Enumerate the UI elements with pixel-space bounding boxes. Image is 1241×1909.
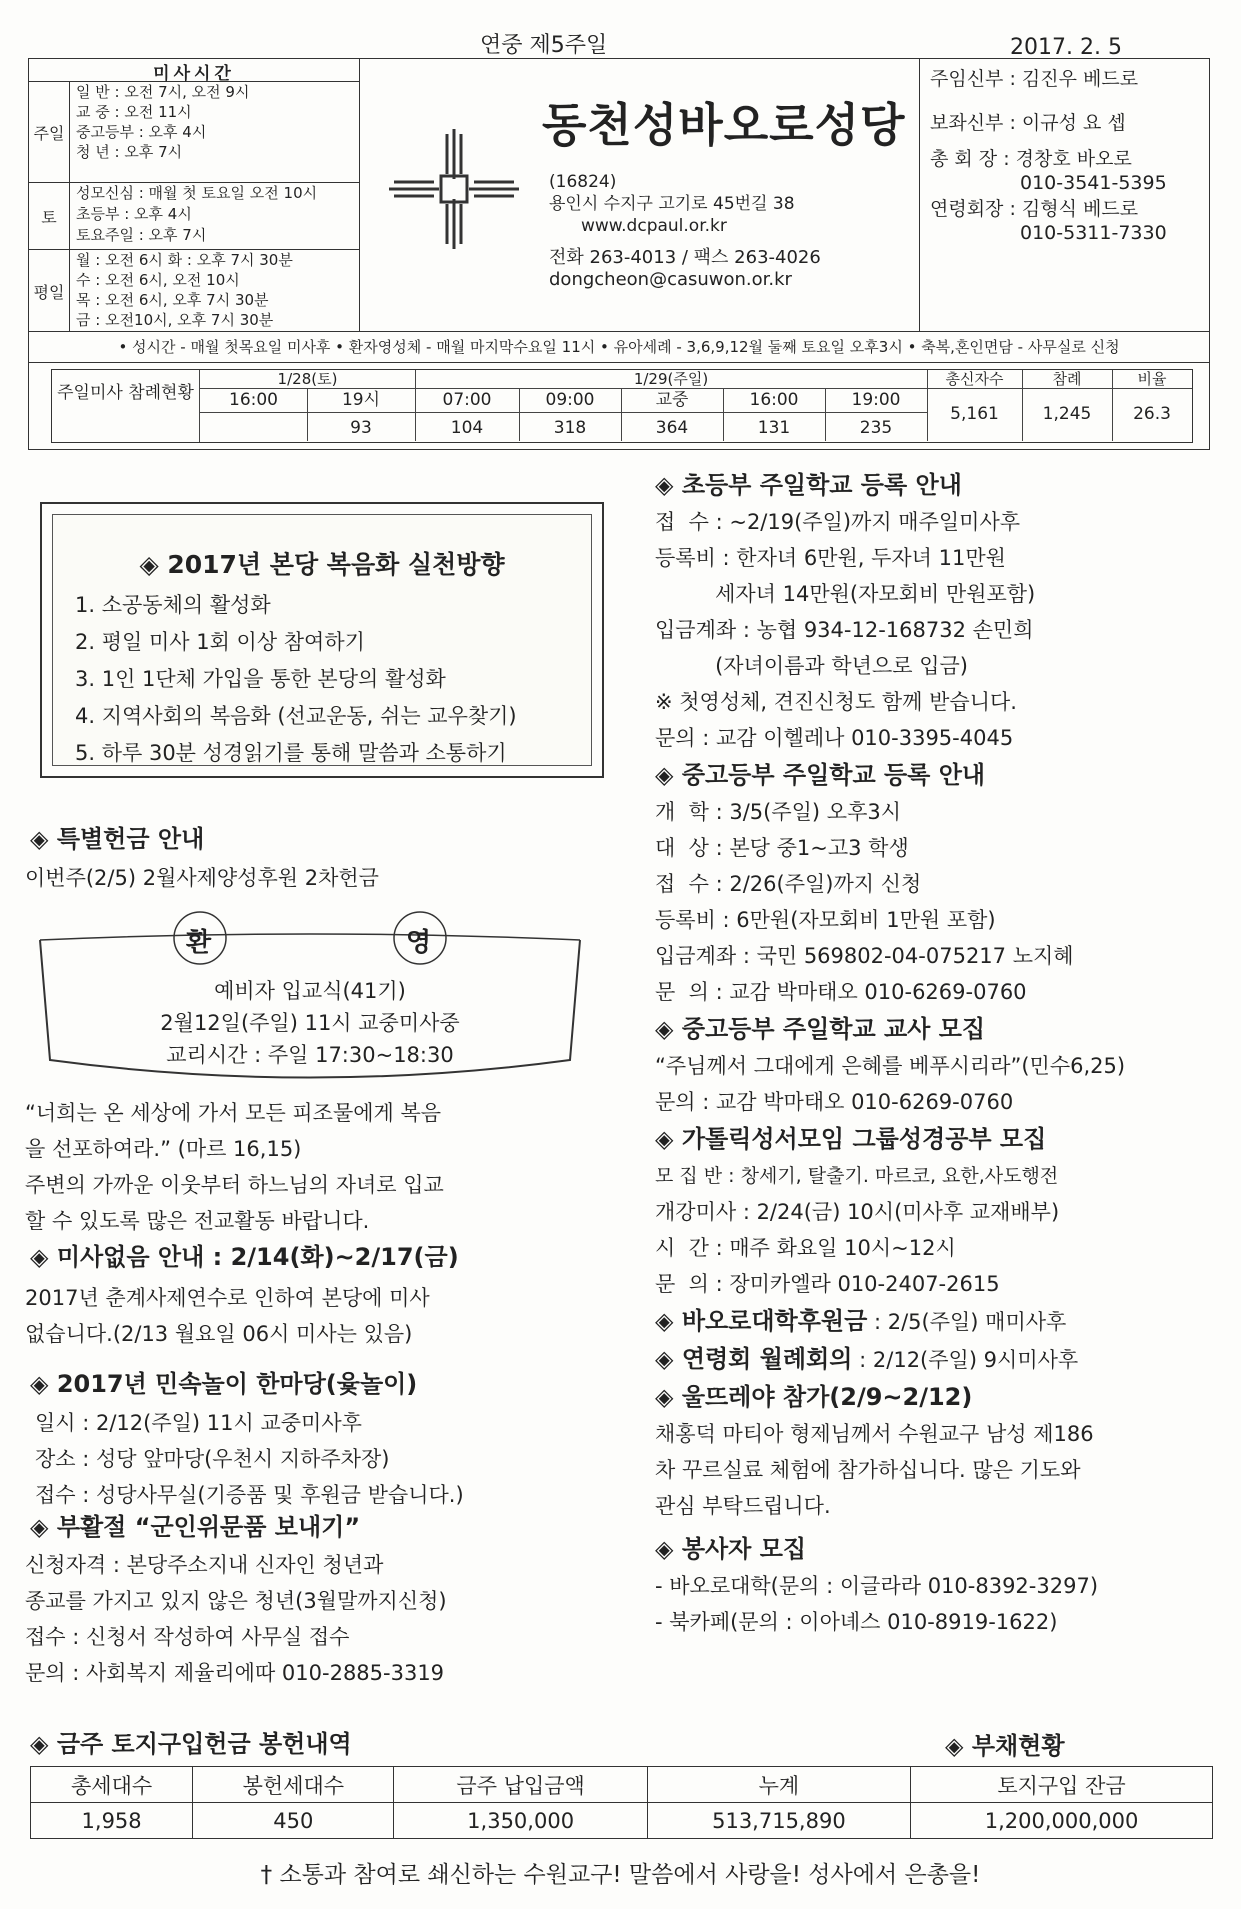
staff-role-name: [930, 111, 1126, 135]
ulteria-line: 채홍덕 마티아 형제님께서 수원교구 남성 제186: [655, 1422, 1094, 1446]
staff-name: 김형식 베드로: [1021, 198, 1139, 220]
church-contact: [549, 171, 821, 291]
volunteer-title: ◈ 봉사자 모집: [655, 1535, 807, 1563]
right-section-line: ※ 첫영성체, 견진신청도 함께 받습니다.: [655, 690, 1017, 714]
gospel-item: 3. 1인 1단체 가입을 통한 본당의 활성화: [75, 667, 446, 691]
attendance-time: 16:00: [723, 388, 826, 413]
short-item-detail: : 2/12(주일) 9시미사후: [852, 1348, 1079, 1372]
short-item-title: ◈ 연령회 월례회의: [655, 1345, 853, 1373]
attendance-label: 주일미사 참례현황: [52, 370, 200, 442]
mass-schedule: [29, 59, 360, 331]
right-section-line: 대 상 : 본당 중1~고3 학생: [655, 836, 909, 860]
gospel-item: 4. 지역사회의 복음화 (선교운동, 쉬는 교우찾기): [75, 704, 517, 728]
right-section-line: 문의 : 교감 이헬레나 010-3395-4045: [655, 726, 1014, 750]
staff-entry: [930, 111, 1126, 135]
mass-group: [29, 82, 359, 183]
mass-group: [29, 250, 359, 332]
land-value-cell: 1,350,000: [394, 1803, 647, 1839]
mass-item: 중고등부 : 오후 4시: [76, 123, 207, 141]
staff-name: 김진우 베드로: [1021, 68, 1139, 90]
right-section-line: 접 수 : 2/26(주일)까지 신청: [655, 872, 922, 896]
attendance-total-value: 5,161: [927, 388, 1023, 441]
mass-item: 일 반 : 오전 7시, 오전 9시: [76, 83, 250, 101]
right-section-line: 입금계좌 : 국민 569802-04-075217 노지혜: [655, 944, 1074, 968]
mass-item: 수 : 오전 6시, 오전 10시: [76, 271, 240, 289]
mass-item: 교 중 : 오전 11시: [76, 103, 192, 121]
info-box: [28, 58, 1210, 450]
soldier-title: ◈ 부활절 “군인위문품 보내기”: [30, 1513, 361, 1541]
land-header-cell: 토지구입 잔금: [911, 1767, 1213, 1803]
volunteer-line: - 바오로대학(문의 : 이글라라 010-8392-3297): [655, 1574, 1099, 1598]
gospel-item: 2. 평일 미사 1회 이상 참여하기: [75, 630, 365, 654]
debt-title: ◈ 부채현황: [945, 1732, 1065, 1760]
land-value-cell: 450: [193, 1803, 394, 1839]
right-section-title: ◈ 중고등부 주일학교 등록 안내: [655, 761, 986, 789]
ulteria-title: ◈ 울뜨레야 참가(2/9~2/12): [655, 1383, 973, 1411]
land-value-cell: 513,715,890: [647, 1803, 910, 1839]
gospel-item: 5. 하루 30분 성경읽기를 통해 말씀과 소통하기: [75, 741, 507, 765]
attendance-count: 235: [825, 412, 928, 441]
mass-item: 청 년 : 오후 7시: [76, 143, 183, 161]
attendance-total-header: 비율: [1112, 370, 1192, 389]
short-item: [655, 1302, 1225, 1340]
special-offering-title: ◈ 특별헌금 안내: [30, 825, 205, 853]
staff-entry: [930, 147, 1167, 195]
postal-code: (16824): [549, 172, 617, 192]
text-line: 을 선포하여라.” (마르 16,15): [25, 1137, 302, 1161]
staff-list: [919, 59, 1210, 331]
banner-right-char: 영: [406, 928, 432, 958]
mass-item: 월 : 오전 6시 화 : 오후 7시 30분: [76, 251, 293, 269]
mass-group-label: 평일: [29, 250, 70, 332]
right-section-line: 시 간 : 매주 화요일 10시~12시: [655, 1236, 956, 1260]
mass-group: [29, 183, 359, 250]
text-line: 종교를 가지고 있지 않은 청년(3월말까지신청): [25, 1589, 447, 1613]
attendance-time: 07:00: [415, 388, 520, 413]
gospel-title: ◈ 2017년 본당 복음화 실천방향: [139, 550, 505, 579]
staff-sep: :: [1003, 198, 1022, 220]
staff-role: 연령회장: [930, 198, 1004, 220]
attendance-time: 교중: [621, 388, 724, 413]
right-section-line: 문 의 : 교감 박마태오 010-6269-0760: [655, 980, 1027, 1004]
mass-item: 금 : 오전10시, 오후 7시 30분: [76, 311, 274, 329]
attendance-time: 16:00: [200, 388, 308, 413]
mass-group-items: [70, 183, 317, 249]
attendance-total-value: 26.3: [1133, 404, 1171, 424]
staff-phone: 010-5311-7330: [1020, 222, 1167, 244]
attendance-count: 104: [415, 412, 520, 441]
text-line: 문의 : 사회복지 제율리에따 010-2885-3319: [25, 1661, 445, 1685]
banner-left-char: 환: [186, 928, 212, 958]
staff-entry: [930, 197, 1167, 245]
attendance-count: 364: [621, 412, 724, 441]
text-line: “너희는 온 세상에 가서 모든 피조물에게 복음: [25, 1101, 442, 1125]
saturday-label: 1/28(토): [200, 370, 416, 389]
right-section-line: 모 집 반 : 창세기, 탈출기. 마르코, 요한,사도행전: [655, 1165, 1059, 1187]
ulteria-line: 차 꾸르실료 체험에 참가하십니다. 많은 기도와: [655, 1458, 1081, 1482]
right-section-line: 문의 : 교감 박마태오 010-6269-0760: [655, 1090, 1014, 1114]
staff-sep: :: [1003, 112, 1022, 134]
right-section-title: ◈ 가톨릭성서모임 그룹성경공부 모집: [655, 1125, 1047, 1153]
mass-schedule-title: 미사시간: [29, 59, 359, 82]
attendance-total-header: 참례: [1022, 370, 1113, 389]
staff-name: 경창호 바오로: [1015, 148, 1132, 170]
text-line: 할 수 있도록 많은 전교활동 바랍니다.: [25, 1209, 370, 1233]
welcome-line: 2월12일(주일) 11시 교중미사중: [160, 1011, 460, 1035]
staff-sep: :: [997, 148, 1016, 170]
short-item-title: ◈ 바오로대학후원금: [655, 1307, 868, 1335]
right-section-line: 세자녀 14만원(자모회비 만원포함): [655, 582, 1036, 606]
church-name: 동천성바오로성당: [542, 98, 906, 152]
text-line: 장소 : 성당 앞마당(우천시 지하주차장): [35, 1447, 390, 1471]
land-header-cell: 누계: [647, 1767, 910, 1803]
gospel-box: [40, 502, 604, 778]
short-item-detail: : 2/5(주일) 매미사후: [867, 1310, 1067, 1334]
attendance-time: 19시: [307, 388, 416, 413]
attendance-time: 09:00: [519, 388, 622, 413]
phone-fax: 전화 263-4013 / 팩스 263-4026: [549, 247, 821, 268]
mass-item: 성모신심 : 매월 첫 토요일 오전 10시: [76, 184, 318, 202]
land-header-cell: 총세대수: [31, 1767, 193, 1803]
attendance-count: [200, 412, 308, 441]
land-header-cell: 봉헌세대수: [193, 1767, 394, 1803]
staff-role: 주임신부: [930, 68, 1004, 90]
text-line: 일시 : 2/12(주일) 11시 교중미사후: [35, 1411, 362, 1435]
no-mass-title: ◈ 미사없음 안내 : 2/14(화)~2/17(금): [30, 1243, 459, 1271]
volunteer-line: - 북카페(문의 : 이아녜스 010-8919-1622): [655, 1610, 1058, 1634]
right-section-title: ◈ 초등부 주일학교 등록 안내: [655, 471, 962, 499]
staff-role-name: [930, 147, 1167, 171]
staff-role-name: [930, 67, 1138, 91]
sunday-label: 1/29(주일): [415, 370, 928, 389]
right-section-line: 입금계좌 : 농협 934-12-168732 손민희: [655, 618, 1034, 642]
mass-group-label: 주일: [29, 82, 70, 182]
attendance-count: 131: [723, 412, 826, 441]
special-offering-text: 이번주(2/5) 2월사제양성후원 2차헌금: [25, 866, 379, 890]
staff-role: 보좌신부: [930, 112, 1004, 134]
attendance-count: 318: [519, 412, 622, 441]
text-line: 주변의 가까운 이웃부터 하느님의 자녀로 입교: [25, 1173, 444, 1197]
right-section-line: 개강미사 : 2/24(금) 10시(미사후 교재배부): [655, 1200, 1060, 1224]
mass-item: 초등부 : 오후 4시: [76, 205, 192, 223]
website-link[interactable]: www.dcpaul.or.kr: [581, 216, 727, 236]
ulteria-line: 관심 부탁드립니다.: [655, 1494, 831, 1518]
staff-entry: [930, 67, 1138, 91]
attendance-count: 93: [307, 412, 416, 441]
right-section-line: (자녀이름과 학년으로 입금): [655, 654, 968, 678]
folk-title: ◈ 2017년 민속놀이 한마당(윷놀이): [30, 1370, 418, 1398]
address: 용인시 수지구 고기로 45번길 38: [549, 194, 795, 214]
welcome-banner: [20, 910, 600, 1090]
gospel-item: 1. 소공동체의 활성화: [75, 593, 271, 617]
footer-slogan: † 소통과 참여로 쇄신하는 수원교구! 말씀에서 사랑을! 성사에서 은총을!: [260, 1862, 981, 1888]
right-section-line: 접 수 : ~2/19(주일)까지 매주일미사후: [655, 510, 1021, 534]
text-line: 신청자격 : 본당주소지내 신자인 청년과: [25, 1553, 384, 1577]
land-header-cell: 금주 납입금액: [394, 1767, 647, 1803]
attendance-time: 19:00: [825, 388, 928, 413]
week-label: 연중 제5주일: [480, 33, 608, 58]
right-section-line: 등록비 : 한자녀 6만원, 두자녀 11만원: [655, 546, 1006, 570]
text-line: 2017년 춘계사제연수로 인하여 본당에 미사: [25, 1286, 430, 1310]
mass-item: 목 : 오전 6시, 오후 7시 30분: [76, 291, 269, 309]
email[interactable]: dongcheon@casuwon.or.kr: [549, 269, 792, 290]
mass-group-items: [70, 82, 249, 182]
mass-group-items: [70, 250, 293, 332]
mass-group-label: 토: [29, 183, 70, 249]
mass-item: 토요주일 : 오후 7시: [76, 226, 207, 244]
land-value-cell: 1,200,000,000: [911, 1803, 1213, 1839]
text-line: 접수 : 성당사무실(기증품 및 후원금 받습니다.): [35, 1483, 464, 1507]
right-section-line: 문 의 : 장미카엘라 010-2407-2615: [655, 1272, 1000, 1296]
attendance-table: [51, 369, 1193, 443]
staff-sep: :: [1003, 68, 1022, 90]
staff-role-name: [930, 197, 1167, 221]
staff-phone: 010-3541-5395: [1020, 172, 1167, 194]
text-line: 접수 : 신청서 작성하여 사무실 접수: [25, 1625, 350, 1649]
date: 2017. 2. 5: [1010, 35, 1122, 60]
right-section-line: 등록비 : 6만원(자모회비 1만원 포함): [655, 908, 996, 932]
right-section-line: “주님께서 그대에게 은혜를 베푸시리라”(민수6,25): [655, 1054, 1126, 1078]
cross-logo-icon: [379, 119, 529, 259]
welcome-line: 예비자 입교식(41기): [214, 979, 406, 1003]
short-item: [655, 1340, 1225, 1378]
staff-name: 이규성 요 셉: [1021, 112, 1126, 134]
notice-line: • 성시간 - 매월 첫목요일 미사후 • 환자영성체 - 매월 마지막수요일 11시 • 유아세례 - 3,6,9,12월 둘째 토요일 오후3시 • 축복,혼인면담 - 사무실로 신청: [29, 331, 1209, 363]
land-value-cell: 1,958: [31, 1803, 193, 1839]
text-line: 없습니다.(2/13 월요일 06시 미사는 있음): [25, 1322, 413, 1346]
right-section-title: ◈ 중고등부 주일학교 교사 모집: [655, 1015, 986, 1043]
welcome-line: 교리시간 : 주일 17:30~18:30: [166, 1043, 454, 1067]
right-section-line: 개 학 : 3/5(주일) 오후3시: [655, 800, 901, 824]
land-table: [30, 1766, 1213, 1839]
staff-role: 총 회 장: [930, 148, 998, 170]
attendance-total-header: 총신자수: [927, 370, 1023, 389]
attendance-total-value: 1,245: [1022, 388, 1113, 441]
land-title: ◈ 금주 토지구입헌금 봉헌내역: [30, 1730, 352, 1758]
